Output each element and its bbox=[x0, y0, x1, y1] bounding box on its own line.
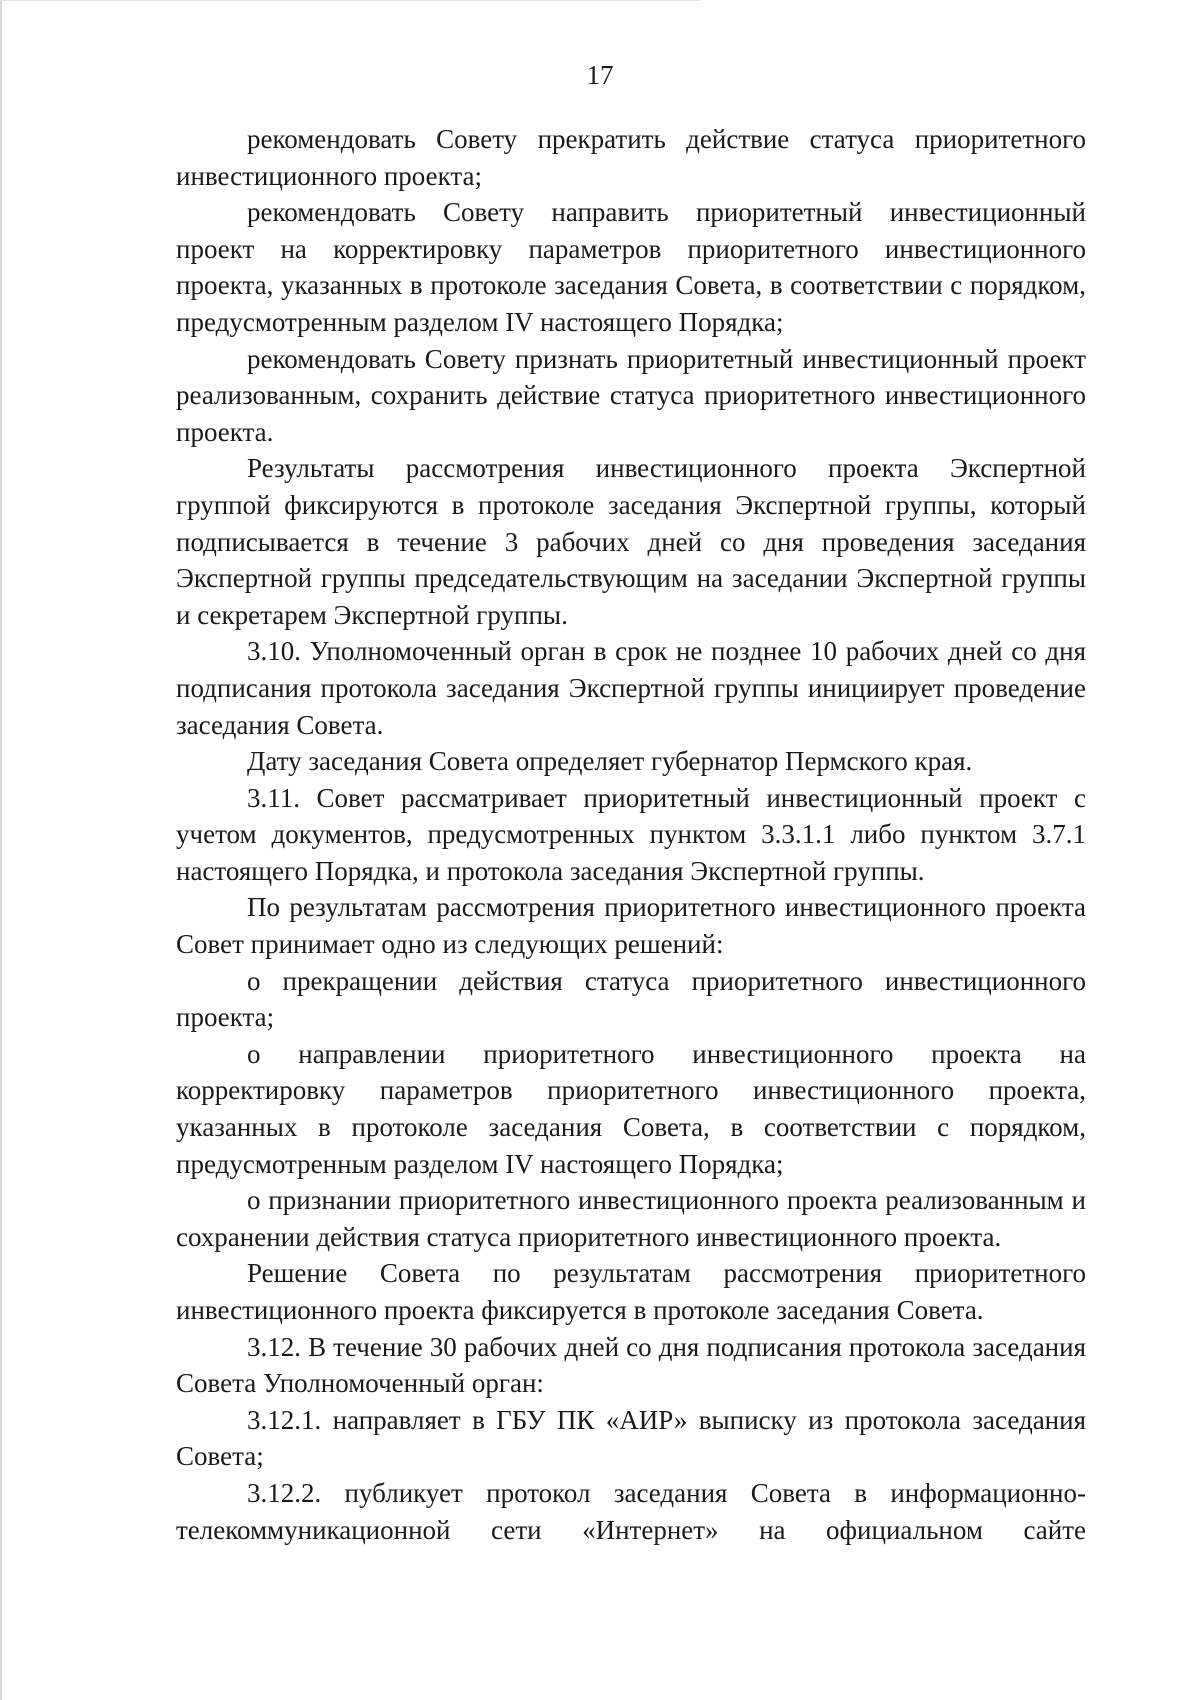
paragraph: Решение Совета по результатам рассмотрения приоритетного инвестиционного проекта фиксируется в протоколе заседания Совета. bbox=[176, 1258, 1086, 1325]
document-body bbox=[176, 121, 1086, 1548]
scan-left-edge bbox=[0, 0, 2, 1700]
paragraph: 3.11. Совет рассматривает приоритетный инвестиционный проект с учетом документов, предусмотренных пунктом 3.3.1.1 либо пунктом 3.7.1 настоящего Порядка, и протокола заседания Экспертной группы. bbox=[176, 782, 1086, 886]
paragraph: 3.12.2. публикует протокол заседания Совета в информационно-телекоммуникационной сети «Интернет» на официальном сайте bbox=[176, 1477, 1086, 1545]
list-item: о направлении приоритетного инвестиционного проекта на корректировку параметров приоритетного инвестиционного проекта, указанных в протоколе заседания Совета, в соответствии с порядком, предусмотренным разделом IV настоящего Порядка; bbox=[176, 1038, 1086, 1179]
paragraph: Результаты рассмотрения инвестиционного проекта Экспертной группой фиксируются в протоколе заседания Экспертной группы, который подписывается в течение 3 рабочих дней со дня проведения заседания Экспертной группы председательствующим на заседании Экспертной группы и секретарем Экспертной группы. bbox=[176, 453, 1086, 630]
paragraph: По результатам рассмотрения приоритетного инвестиционного проекта Совет принимает одно из следующих решений: bbox=[176, 892, 1086, 960]
paragraph: 3.10. Уполномоченный орган в срок не позднее 10 рабочих дней со дня подписания протокола заседания Экспертной группы инициирует проведение заседания Совета. bbox=[176, 636, 1086, 740]
paragraph: рекомендовать Совету направить приоритетный инвестиционный проект на корректировку параметров приоритетного инвестиционного проекта, указанных в протоколе заседания Совета, в соответствии с порядком, предусмотренным разделом IV настоящего Порядка; bbox=[176, 197, 1086, 337]
paragraph: 3.12.1. направляет в ГБУ ПК «АИР» выписку из протокола заседания Совета; bbox=[176, 1404, 1086, 1472]
list-item: о прекращении действия статуса приоритетного инвестиционного проекта; bbox=[176, 965, 1086, 1033]
page-number: 17 bbox=[586, 60, 614, 90]
scan-top-edge bbox=[0, 0, 700, 1]
paragraph: 3.12. В течение 30 рабочих дней со дня подписания протокола заседания Совета Уполномоченный орган: bbox=[176, 1331, 1086, 1399]
paragraph: рекомендовать Совету прекратить действие статуса приоритетного инвестиционного проекта; bbox=[176, 124, 1086, 191]
paragraph: Дату заседания Совета определяет губернатор Пермского края. bbox=[247, 746, 973, 777]
paragraph: рекомендовать Совету признать приоритетный инвестиционный проект реализованным, сохранить действие статуса приоритетного инвестиционного проекта. bbox=[176, 343, 1086, 447]
list-item: о признании приоритетного инвестиционного проекта реализованным и сохранении действия статуса приоритетного инвестиционного проекта. bbox=[176, 1185, 1086, 1252]
